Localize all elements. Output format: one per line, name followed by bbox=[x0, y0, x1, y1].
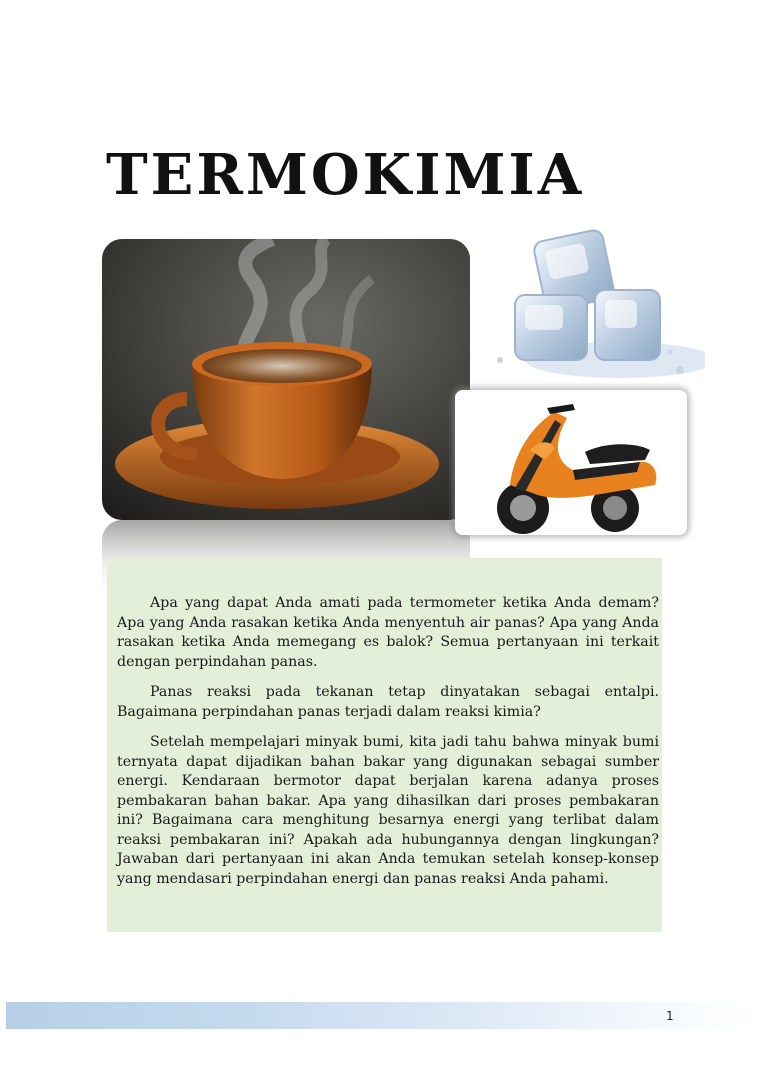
page-title: TERMOKIMIA bbox=[106, 142, 585, 208]
paragraph-3: Setelah mempelajari minyak bumi, kita jadi tahu bahwa minyak bumi ternyata dapat dijadikan bahan bakar yang digunakan sebagai sumber energi. Kendaraan bermotor dapat berjalan karena adanya proses pembakaran bahan bakar. Apa yang dihasilkan dari proses pembakaran ini? Bagaimana cara menghitung besarnya energi yang terlibat dalam reaksi pembakaran ini? Apakah ada hubungannya dengan lingkungan? Jawaban dari pertanyaan ini akan Anda temukan setelah konsep-konsep yang mendasari perpindahan energi dan panas reaksi Anda pahami. bbox=[117, 734, 659, 887]
paragraph-2: Panas reaksi pada tekanan tetap dinyatakan sebagai entalpi. Bagaimana perpindahan panas terjadi dalam reaksi kimia? bbox=[117, 684, 659, 720]
ice-cubes-image bbox=[470, 220, 705, 385]
coffee-cup-image bbox=[102, 239, 470, 520]
motorbike-image-frame bbox=[455, 390, 687, 535]
intro-text-box bbox=[107, 558, 662, 932]
paragraph-1: Apa yang dapat Anda amati pada termometer ketika Anda demam? Apa yang Anda rasakan ketika Anda menyentuh air panas? Apa yang Anda rasakan ketika Anda memegang es balok? Semua pertanyaan ini terkait dengan perpindahan panas. bbox=[117, 595, 659, 670]
motorbike-image bbox=[455, 390, 687, 535]
page-number: 1 bbox=[666, 1009, 674, 1023]
footer-bar bbox=[6, 1002, 758, 1029]
